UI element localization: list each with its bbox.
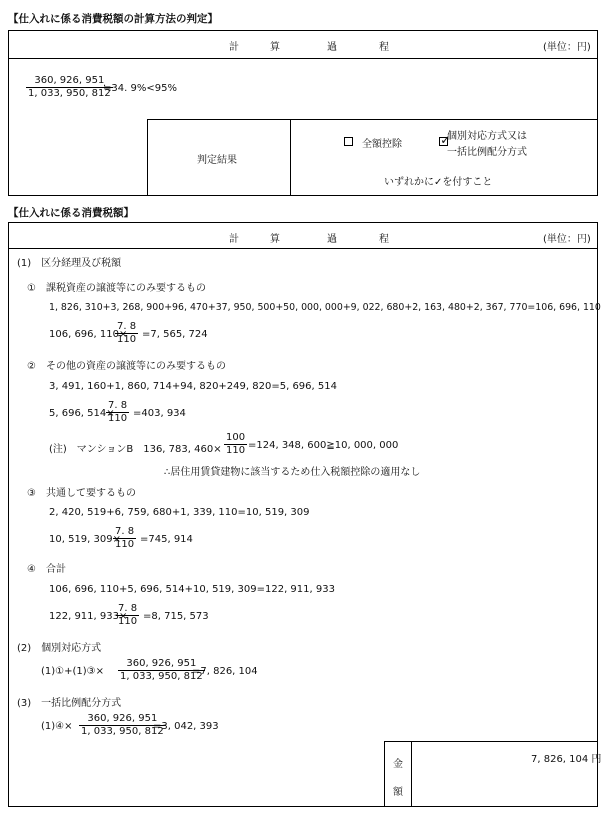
item2-calc-pre: 5, 696, 514× bbox=[49, 408, 115, 419]
note-pre: (注) マンションB 136, 783, 460× bbox=[49, 444, 222, 455]
item3-calc-post: =745, 914 bbox=[140, 534, 193, 545]
s3-calc-post: =3, 042, 393 bbox=[153, 721, 219, 732]
amount-box-left bbox=[384, 741, 385, 807]
section2-header-divider bbox=[8, 248, 598, 249]
judgement-top-line bbox=[147, 119, 598, 120]
ratio-denominator: 1, 033, 950, 812 bbox=[28, 88, 111, 99]
s2-calc-pre: (1)①+(1)③× bbox=[41, 666, 105, 677]
fraction-denominator: 110 bbox=[118, 616, 138, 627]
fraction-denominator: 110 bbox=[115, 539, 135, 550]
judgement-left-line bbox=[147, 119, 148, 196]
section1-title: 【仕入れに係る消費税額の計算方法の判定】 bbox=[8, 13, 218, 25]
s2-calc-post: =7, 826, 104 bbox=[192, 666, 258, 677]
fraction-numerator: 360, 926, 951 bbox=[118, 658, 205, 671]
fraction-numerator: 360, 926, 951 bbox=[79, 713, 166, 726]
amount-box-top bbox=[384, 741, 598, 742]
checkbox-instruction: いずれかに✓を付すこと bbox=[384, 177, 493, 188]
judgement-label: 判定結果 bbox=[197, 155, 237, 166]
section2-title: 【仕入れに係る消費税額】 bbox=[8, 207, 134, 219]
item1-calc-pre: 106, 696, 110× bbox=[49, 329, 128, 340]
fraction-numerator: 100 bbox=[226, 432, 246, 443]
amount-value: 7, 826, 104 円 bbox=[531, 754, 602, 765]
section1-table bbox=[8, 30, 598, 196]
unit-label: (単位：円) bbox=[543, 42, 591, 53]
individual-method-label-line2: 一括比例配分方式 bbox=[447, 147, 527, 158]
subsection-1-title: (1) 区分経理及び税額 bbox=[17, 258, 122, 269]
header-cell: 算 bbox=[270, 42, 280, 53]
full-deduction-checkbox[interactable] bbox=[344, 137, 353, 146]
item2-title: ② その他の資産の譲渡等にのみ要するもの bbox=[27, 361, 226, 372]
s3-calc-pre: (1)④× bbox=[41, 721, 73, 732]
unit-label: (単位：円) bbox=[543, 234, 591, 245]
item1-title: ① 課税資産の譲渡等にのみ要するもの bbox=[27, 283, 206, 294]
fraction-numerator: 7. 8 bbox=[108, 400, 128, 411]
fraction-denominator: 110 bbox=[226, 445, 246, 456]
item3-fraction bbox=[113, 526, 136, 551]
amount-box-divider bbox=[411, 741, 412, 807]
header-cell: 計 bbox=[229, 234, 239, 245]
item1-sum: 1, 826, 310+3, 268, 900+96, 470+37, 950, 500+50, 000, 000+9, 022, 680+2, 163, 480+2, 367, 770=106, 696, 110 bbox=[49, 302, 601, 313]
ratio-numerator: 360, 926, 951 bbox=[26, 75, 113, 88]
fraction-denominator: 110 bbox=[108, 413, 128, 424]
item3-sum: 2, 420, 519+6, 759, 680+1, 339, 110=10, 519, 309 bbox=[49, 507, 310, 518]
fraction-denominator: 110 bbox=[117, 334, 137, 345]
header-cell: 過 bbox=[327, 42, 337, 53]
header-cell: 過 bbox=[327, 234, 337, 245]
amount-label-1: 金 bbox=[393, 759, 403, 770]
fraction-numerator: 7. 8 bbox=[118, 603, 138, 614]
ratio-result: ≒34. 9%<95% bbox=[103, 83, 177, 94]
fraction-numerator: 7. 8 bbox=[115, 526, 135, 537]
item4-title: ④ 合計 bbox=[27, 564, 66, 575]
item4-fraction bbox=[116, 603, 139, 628]
judgement-mid-line bbox=[290, 119, 291, 196]
item2-calc-post: =403, 934 bbox=[133, 408, 186, 419]
item1-calc-post: =7, 565, 724 bbox=[142, 329, 208, 340]
header-cell: 計 bbox=[229, 42, 239, 53]
item2-fraction bbox=[106, 400, 129, 425]
item3-calc-pre: 10, 519, 309× bbox=[49, 534, 121, 545]
full-deduction-label: 全額控除 bbox=[362, 139, 402, 150]
ratio-fraction bbox=[26, 75, 113, 100]
header-cell: 程 bbox=[379, 234, 389, 245]
header-cell: 算 bbox=[270, 234, 280, 245]
item4-sum: 106, 696, 110+5, 696, 514+10, 519, 309=122, 911, 933 bbox=[49, 584, 335, 595]
individual-method-label-line1: 個別対応方式又は bbox=[447, 131, 527, 142]
amount-label-2: 額 bbox=[393, 787, 403, 798]
item3-title: ③ 共通して要するもの bbox=[27, 488, 136, 499]
section1-header-divider bbox=[8, 58, 598, 59]
item4-calc-pre: 122, 911, 933× bbox=[49, 611, 128, 622]
item1-fraction bbox=[115, 321, 138, 346]
subsection-2-title: (2) 個別対応方式 bbox=[17, 643, 102, 654]
fraction-denominator: 1, 033, 950, 812 bbox=[81, 726, 164, 737]
fraction-numerator: 7. 8 bbox=[117, 321, 137, 332]
fraction-denominator: 1, 033, 950, 812 bbox=[120, 671, 203, 682]
item4-calc-post: =8, 715, 573 bbox=[143, 611, 209, 622]
subsection-3-title: (3) 一括比例配分方式 bbox=[17, 698, 122, 709]
note-fraction bbox=[224, 432, 247, 457]
note-conclusion: ∴居住用賃貸建物に該当するため仕入税額控除の適用なし bbox=[164, 467, 421, 478]
item2-sum: 3, 491, 160+1, 860, 714+94, 820+249, 820=5, 696, 514 bbox=[49, 381, 337, 392]
note-post: =124, 348, 600≧10, 000, 000 bbox=[248, 440, 399, 451]
header-cell: 程 bbox=[379, 42, 389, 53]
